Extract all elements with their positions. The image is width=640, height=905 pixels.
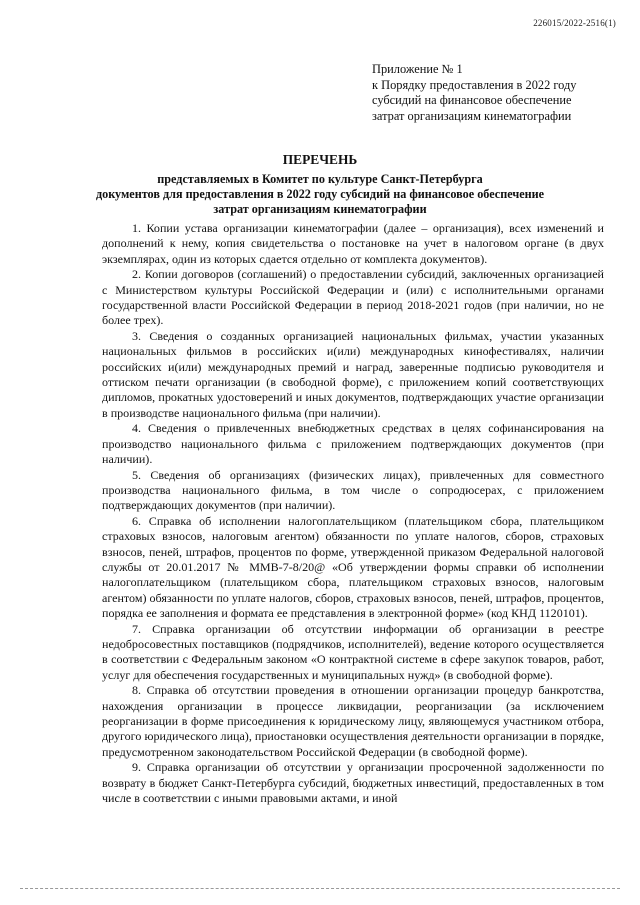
list-item-1: 1. Копии устава организации кинематографии (далее – организация), всех изменений и дополнений к нему, копия свидетельства о постановке на учет в налоговом органе (в двух экземплярах, один из которых сдается отдельно от комплекта документов). (102, 221, 604, 266)
appendix-line: затрат организациям кинематографии (372, 108, 572, 123)
list-item-6: 6. Справка об исполнении налогоплательщиком (плательщиком сбора, плательщиком страховых взносов, налоговым агентом) обязанности по уплате налогов, сборов, страховых взносов, пеней, штрафов, процентов по форме, утвержденной приказом Федеральной налоговой службы от 20.01.2017 № ММВ-7-8/20@ «Об утверждении формы справки об исполнении налогоплательщиком (плательщиком сбора, плательщиком страховых взносов, налоговым агентом) обязанности по уплате налогов, сборов, страховых взносов, пеней, штрафов, процентов, порядка ее заполнения и формата ее представления в электронной форме» (код КНД 1120101). (102, 513, 604, 621)
list-item-2: 2. Копии договоров (соглашений) о предоставлении субсидий, заключенных организацией с Министерством культуры Российской Федерации и (или) с исполнительными органами государственной власти Российской Федерации в период 2018-2021 годов (при наличии, но не более трех). (102, 267, 604, 328)
appendix-line: к Порядку предоставления в 2022 году (372, 77, 577, 92)
list-item-8: 8. Справка об отсутствии проведения в отношении организации процедур банкротства, нахождения организации в процессе ликвидации, реорганизации (за исключением реорганизации в форме присоединения к юридическому лицу, являющемуся участником отбора, другого юридического лица), приостановки осуществления деятельности организации в порядке, предусмотренном законодательством Российской Федерации (в свободной форме). (102, 683, 604, 759)
document-number: 226015/2022-2516(1) (533, 18, 616, 28)
document-title-block (0, 152, 640, 217)
document-subtitle-line: затрат организациям кинематографии (213, 202, 427, 216)
document-title: ПЕРЕЧЕНЬ (282, 152, 358, 167)
list-item-3: 3. Сведения о созданных организацией национальных фильмах, участии указанных национальных фильмов в российских и(или) международных кинофестивалях, наличии российских и(или) международных премий и наград, заверенные подписью руководителя и оттиском печати организации (в свободной форме), с приложением копий соответствующих дипломов, прокатных удостоверений и иных документов, подтверждающих участие организации в производстве национального фильма (при наличии). (102, 328, 604, 420)
document-body (102, 221, 604, 806)
list-item-7: 7. Справка организации об отсутствии информации об организации в реестре недобросовестных поставщиков (подрядчиков, исполнителей), ведение которого осуществляется в соответствии с Федеральным законом «О контрактной системе в сфере закупок товаров, работ, услуг для обеспечения государственных и муниципальных нужд» (в свободной форме). (102, 621, 604, 682)
appendix-block (372, 62, 622, 124)
list-item-5: 5. Сведения об организациях (физических лицах), привлеченных для совместного производства национального фильма, в том числе о сопродюсерах, с приложением подтверждающих документов (при наличии). (102, 467, 604, 513)
page-edge-divider (20, 888, 620, 889)
appendix-line: Приложение № 1 (372, 62, 463, 76)
document-subtitle-line: представляемых в Комитет по культуре Санкт-Петербурга (157, 172, 483, 186)
document-subtitle-line: документов для предоставления в 2022 году субсидий на финансовое обеспечение (95, 187, 545, 201)
list-item-4: 4. Сведения о привлеченных внебюджетных средствах в целях софинансирования на производство национального фильма с приложением подтверждающих документов (при наличии). (102, 421, 604, 467)
list-item-9: 9. Справка организации об отсутствии у организации просроченной задолженности по возврату в бюджет Санкт-Петербурга субсидий, бюджетных инвестиций, предоставленных в том числе в соответствии с иными правовыми актами, и иной (102, 760, 604, 806)
appendix-line: субсидий на финансовое обеспечение (372, 93, 572, 107)
